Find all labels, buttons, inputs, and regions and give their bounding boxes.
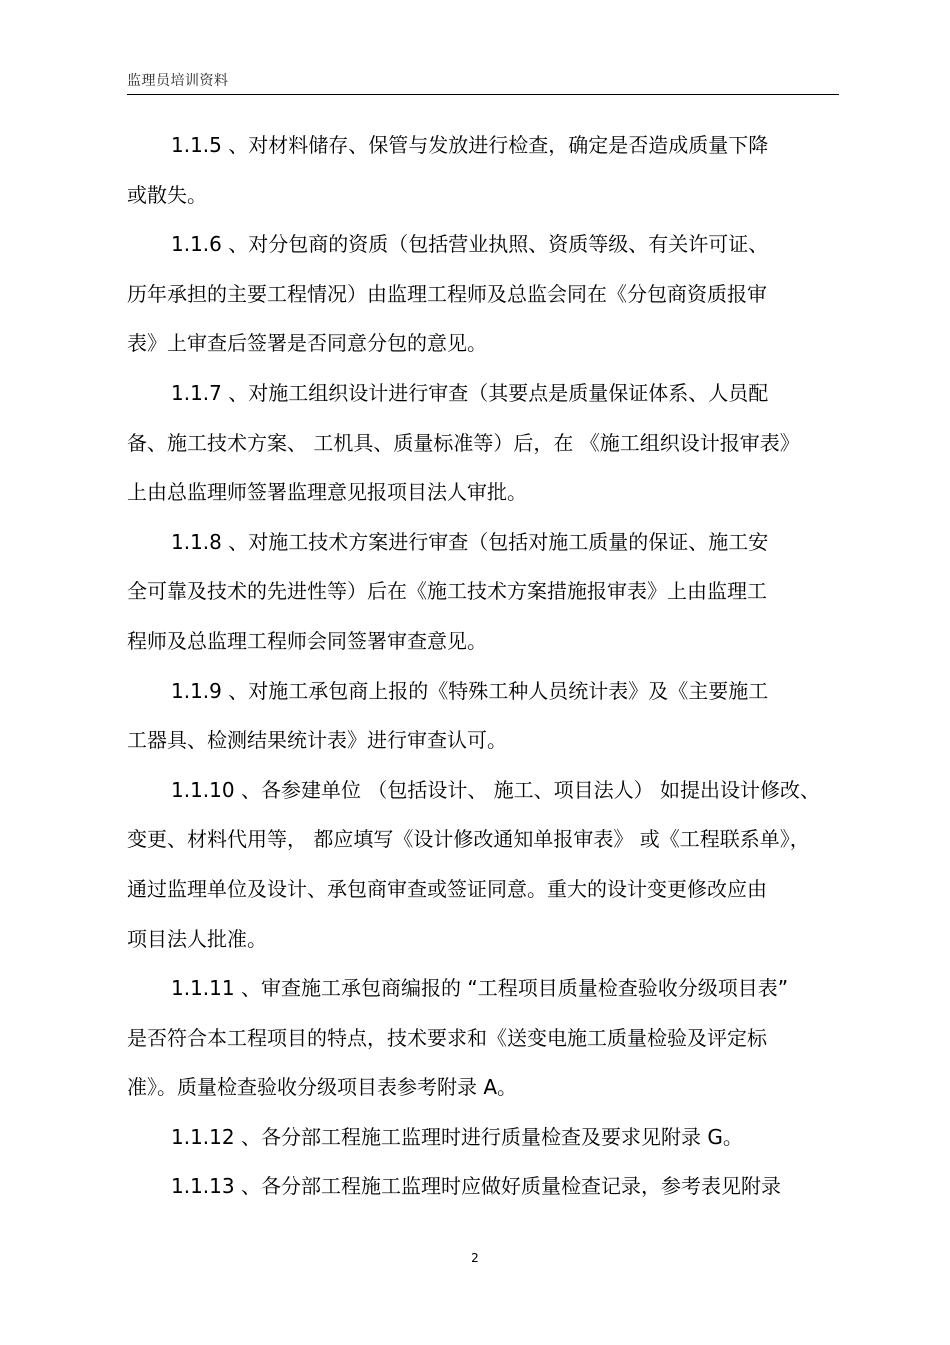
- text-line: 备、施工技术方案、 工机具、质量标准等）后，在 《施工组织设计报审表》: [127, 430, 800, 455]
- text-line: 是否符合本工程项目的特点，技术要求和《送变电施工质量检验及评定标: [127, 1025, 767, 1050]
- text-line: 通过监理单位及设计、承包商审查或签证同意。重大的设计变更修改应由: [127, 876, 767, 901]
- text-line: 1.1.6 、对分包商的资质（包括营业执照、资质等级、有关许可证、: [171, 232, 769, 257]
- text-line: 表》上审查后签署是否同意分包的意见。: [127, 331, 487, 356]
- text-line: 1.1.13 、各分部工程施工监理时应做好质量检查记录，参考表见附录: [171, 1174, 781, 1199]
- text-line: 1.1.8 、对施工技术方案进行审查（包括对施工质量的保证、施工安: [171, 529, 769, 554]
- text-line: 工器具、检测结果统计表》进行审查认可。: [127, 728, 507, 753]
- text-line: 1.1.7 、对施工组织设计进行审查（其要点是质量保证体系、人员配: [171, 380, 769, 405]
- text-line: 变更、材料代用等， 都应填写《设计修改通知单报审表》 或《工程联系单》，: [127, 827, 810, 852]
- page-header: [127, 66, 839, 95]
- text-line: 项目法人批准。: [127, 926, 267, 951]
- text-line: 历年承担的主要工程情况）由监理工程师及总监会同在《分包商资质报审: [127, 281, 767, 306]
- text-line: 1.1.10 、各参建单位 （包括设计、 施工、项目法人） 如提出设计修改、: [171, 777, 821, 802]
- text-line: 1.1.11 、审查施工承包商编报的 “工程项目质量检查验收分级项目表”: [171, 976, 789, 1001]
- text-line: 上由总监理师签署监理意见报项目法人审批。: [127, 480, 527, 505]
- text-line: 1.1.5 、对材料储存、保管与发放进行检查，确定是否造成质量下降: [171, 133, 769, 157]
- text-line: 准》。质量检查验收分级项目表参考附录 A。: [127, 1075, 518, 1100]
- text-line: 1.1.9 、对施工承包商上报的《特殊工种人员统计表》及《主要施工: [171, 678, 769, 703]
- text-line: 1.1.12 、各分部工程施工监理时进行质量检查及要求见附录 G。: [171, 1124, 743, 1149]
- body-text: [127, 121, 842, 1212]
- header-title: 监理员培训资料: [127, 73, 229, 89]
- text-line: 程师及总监理工程师会同签署审查意见。: [127, 628, 487, 653]
- page-number: 2: [471, 1251, 479, 1265]
- text-line: 或散失。: [127, 182, 207, 207]
- text-line: 全可靠及技术的先进性等）后在《施工技术方案措施报审表》上由监理工: [127, 579, 767, 604]
